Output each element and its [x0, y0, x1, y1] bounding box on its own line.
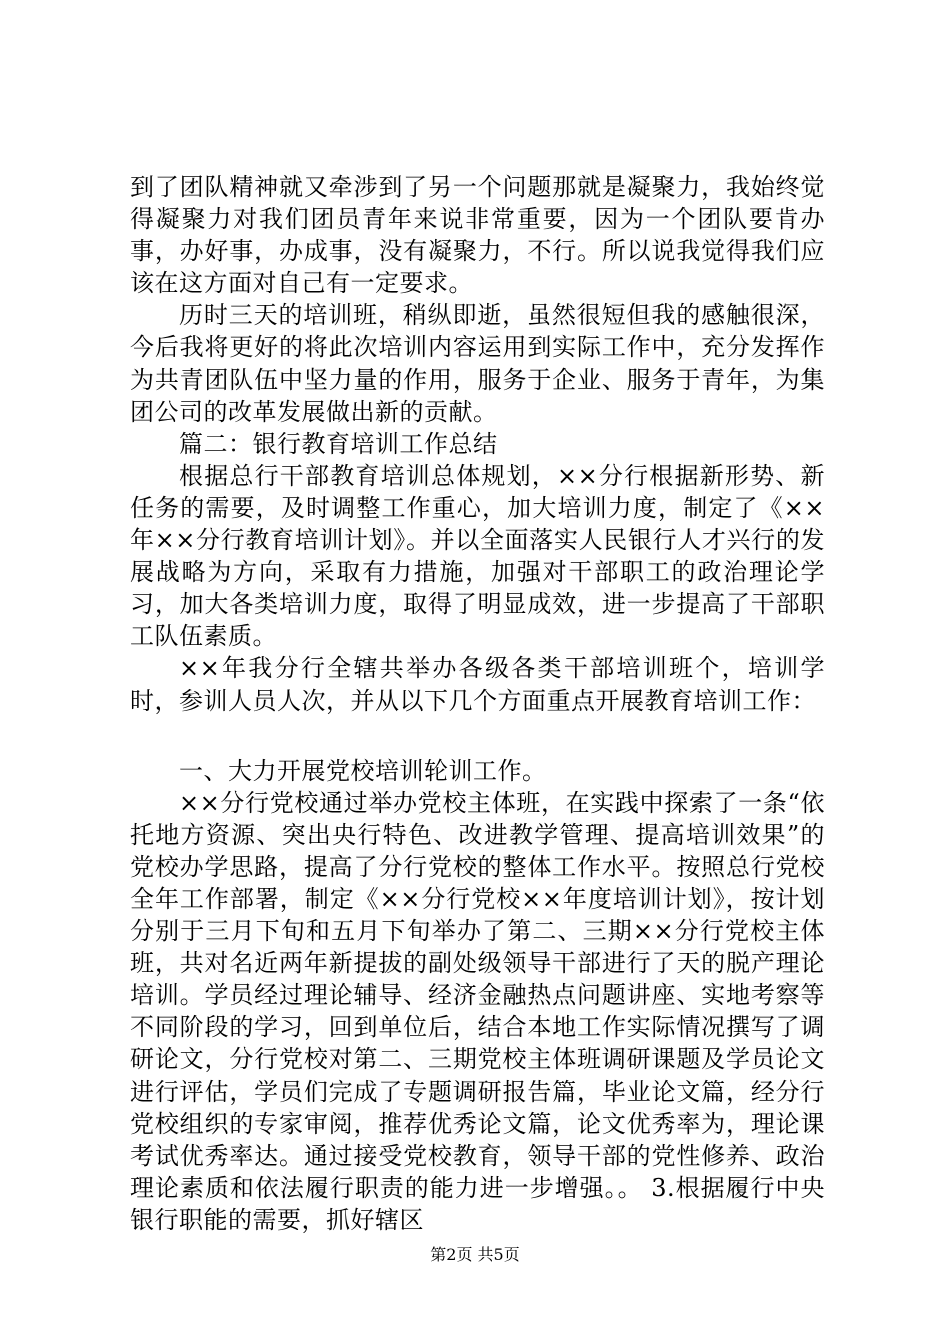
page-number-footer: 第2页 共5页 [430, 1245, 520, 1264]
document-body [130, 171, 825, 1236]
paragraph-party-school-details: ××分行党校通过举办党校主体班，在实践中探索了一条“依托地方资源、突出央行特色、改进教学管理、提高培训效果”的党校办学思路，提高了分行党校的整体工作水平。按照总行党校全年工作部署，制定《××分行党校××年度培训计划》，按计划分别于三月下旬和五月下旬举办了第二、三期××分行党校主体班，共对名近两年新提拔的副处级领导干部进行了天的脱产理论培训。学员经过理论辅导、经济金融热点问题讲座、实地考察等不同阶段的学习，回到单位后，结合本地工作实际情况撰写了调研论文，分行党校对第二、三期党校主体班调研课题及学员论文进行评估，学员们完成了专题调研报告篇，毕业论文篇，经分行党校组织的专家审阅，推荐优秀论文篇，论文优秀率为，理论课考试优秀率达。通过接受党校教育，领导干部的党性修养、政治理论素质和依法履行职责的能力进一步增强。。 3.根据履行中央银行职能的需要，抓好辖区 [130, 788, 825, 1234]
subheading-party-school-training: 一、大力开展党校培训轮训工作。 [179, 756, 547, 785]
paragraph-spacer [130, 717, 825, 755]
paragraph-training-statistics: ××年我分行全辖共举办各级各类干部培训班个，培训学时，参训人员人次，并从以下几个方面重点开展教育培训工作： [130, 654, 825, 715]
section-heading-part-two: 篇二：银行教育培训工作总结 [179, 429, 498, 458]
paragraph-training-plan: 根据总行干部教育培训总体规划，××分行根据新形势、新任务的需要，及时调整工作重心，加大培训力度，制定了《××年××分行教育培训计划》。并以全面落实人民银行人才兴行的发展战略为方向，采取有力措施，加强对干部职工的政治理论学习，加大各类培训力度，取得了明显成效，进一步提高了干部职工队伍素质。 [130, 461, 825, 651]
paragraph-team-cohesion: 到了团队精神就又牵涉到了另一个问题那就是凝聚力，我始终觉得凝聚力对我们团员青年来说非常重要，因为一个团队要肯办事，办好事，办成事，没有凝聚力，不行。所以说我觉得我们应该在这方面对自己有一定要求。 [130, 173, 825, 298]
paragraph-training-reflection: 历时三天的培训班，稍纵即逝，虽然很短但我的感触很深，今后我将更好的将此次培训内容运用到实际工作中，充分发挥作为共青团队伍中坚力量的作用，服务于企业、服务于青年，为集团公司的改革发展做出新的贡献。 [130, 301, 825, 426]
